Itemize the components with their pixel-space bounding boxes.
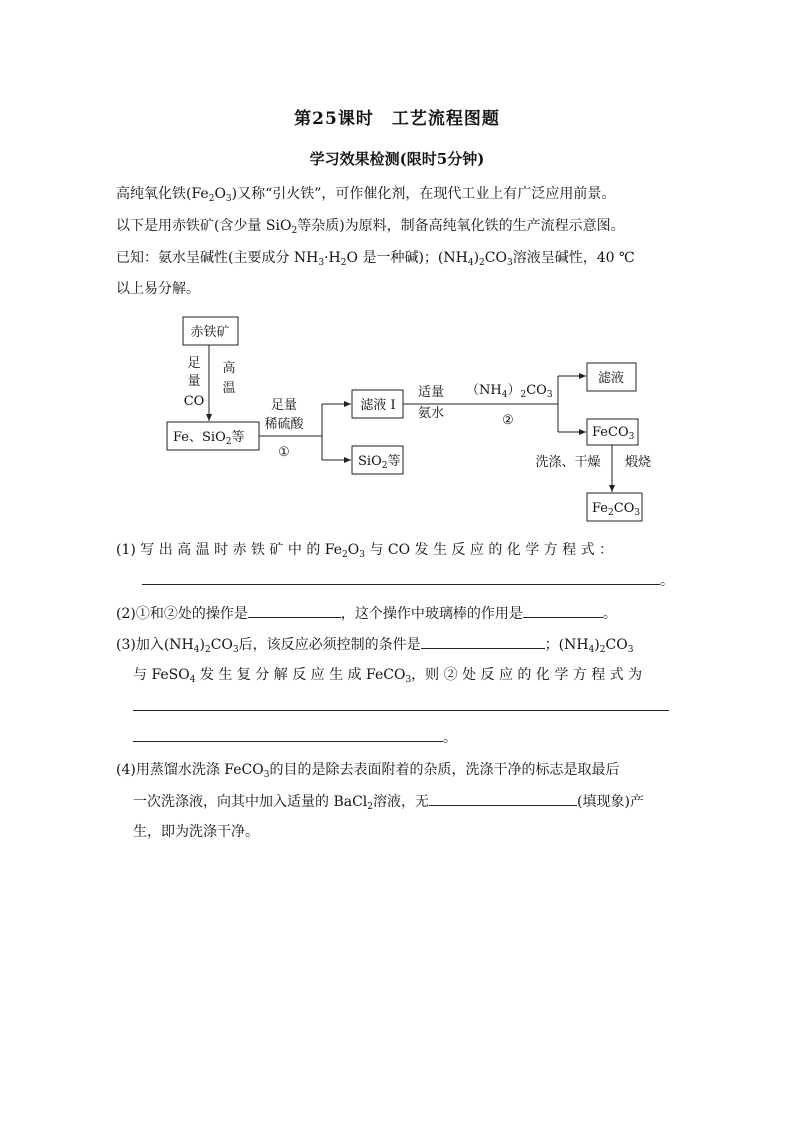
step-1-marker: ① xyxy=(278,445,290,460)
intro-line-4: 以上易分解。 xyxy=(116,281,200,297)
page-title: 第25课时 工艺流程图题 xyxy=(294,109,500,129)
intro-line-3: 已知：氨水呈碱性(主要成分 $NH_3\cdot H_2O$ 是一种碱)；$(NH_4)_2CO_3$溶液呈碱性，40 ℃ xyxy=(116,250,635,268)
step-2-marker: ② xyxy=(502,413,514,428)
answer-blank-3c[interactable] xyxy=(133,727,443,742)
answer-blank-3a[interactable] xyxy=(421,634,545,649)
process-flow-diagram xyxy=(0,0,794,540)
answer-blank-4[interactable] xyxy=(429,791,577,806)
calcine-label: 煅烧 xyxy=(624,455,652,470)
acid-label-1: 足量 xyxy=(270,398,298,413)
cond-right-2: 温 xyxy=(222,381,236,396)
question-4-line-2: 一次洗涤液，向其中加入适量的 BaCl$_2$溶液，无 (填现象)产 xyxy=(133,791,644,812)
product-label: $Fe_2CO_3$ xyxy=(592,501,641,518)
intro-line-2: 以下是用赤铁矿(含少量 SiO$_2$等杂质)为原料，制备高纯氧化铁的生产流程示意图。 xyxy=(116,218,625,236)
cond-right-1: 高 xyxy=(222,361,236,376)
sio2-label: SiO$_2$等 xyxy=(358,454,401,471)
answer-blank-3b[interactable] xyxy=(133,696,669,711)
question-3-line-2: 与 FeSO$_4$ 发 生 复 分 解 反 应 生 成 FeCO$_3$，则 ② 处 反 应 的 化 学 方 程 式 为 xyxy=(133,667,643,685)
answer-blank-2a[interactable] xyxy=(248,603,341,618)
question-1-answer-line: 。 xyxy=(142,570,674,591)
answer-blank-2b[interactable] xyxy=(523,603,603,618)
cond-left-3: CO xyxy=(183,394,205,409)
question-1: (1) 写 出 高 温 时 赤 铁 矿 中 的 $Fe_2O_3$ 与 CO 发 生 反 应 的 化 学 方 程 式 ： xyxy=(116,542,614,560)
filtrate-1-label: 滤液 I xyxy=(360,398,396,413)
cond-left-2: 量 xyxy=(187,374,201,389)
feco3-label: FeCO$_3$ xyxy=(592,425,635,442)
wash-dry-label: 洗涤、干燥 xyxy=(535,455,601,470)
ammonia-label-2: 氨水 xyxy=(417,406,445,421)
question-4-line-3: 生，即为洗涤干净。 xyxy=(133,824,259,840)
question-2: (2)①和②处的操作是 ，这个操作中玻璃棒的作用是 。 xyxy=(116,603,617,624)
filtrate-2-label: 滤液 xyxy=(597,371,625,386)
question-3: (3)加入$(NH_4)_2CO_3$后，该反应必须控制的条件是 ；$(NH_4)_2CO_3$ xyxy=(116,634,633,655)
question-4: (4)用蒸馏水洗涤 FeCO$_3$的目的是除去表面附着的杂质，洗涤干净的标志是取最后 xyxy=(116,762,620,780)
reagent-label: $(NH_4)_2CO_3$ xyxy=(466,383,553,400)
ore-label: 赤铁矿 xyxy=(190,325,230,340)
answer-blank-1[interactable] xyxy=(142,570,660,585)
mixture-label: Fe、SiO$_2$等 xyxy=(173,430,245,447)
intro-line-1: 高纯氧化铁$(Fe_2O_3)$又称“引火铁”，可作催化剂，在现代工业上有广泛应用前景。 xyxy=(116,186,616,204)
question-3-answer-line-2: 。 xyxy=(133,727,457,748)
page-subtitle: 学习效果检测(限时5分钟) xyxy=(309,150,485,168)
acid-label-2: 稀硫酸 xyxy=(264,417,304,432)
ammonia-label-1: 适量 xyxy=(417,385,445,400)
cond-left-1: 足 xyxy=(187,356,201,371)
question-3-answer-line-1 xyxy=(133,696,669,717)
